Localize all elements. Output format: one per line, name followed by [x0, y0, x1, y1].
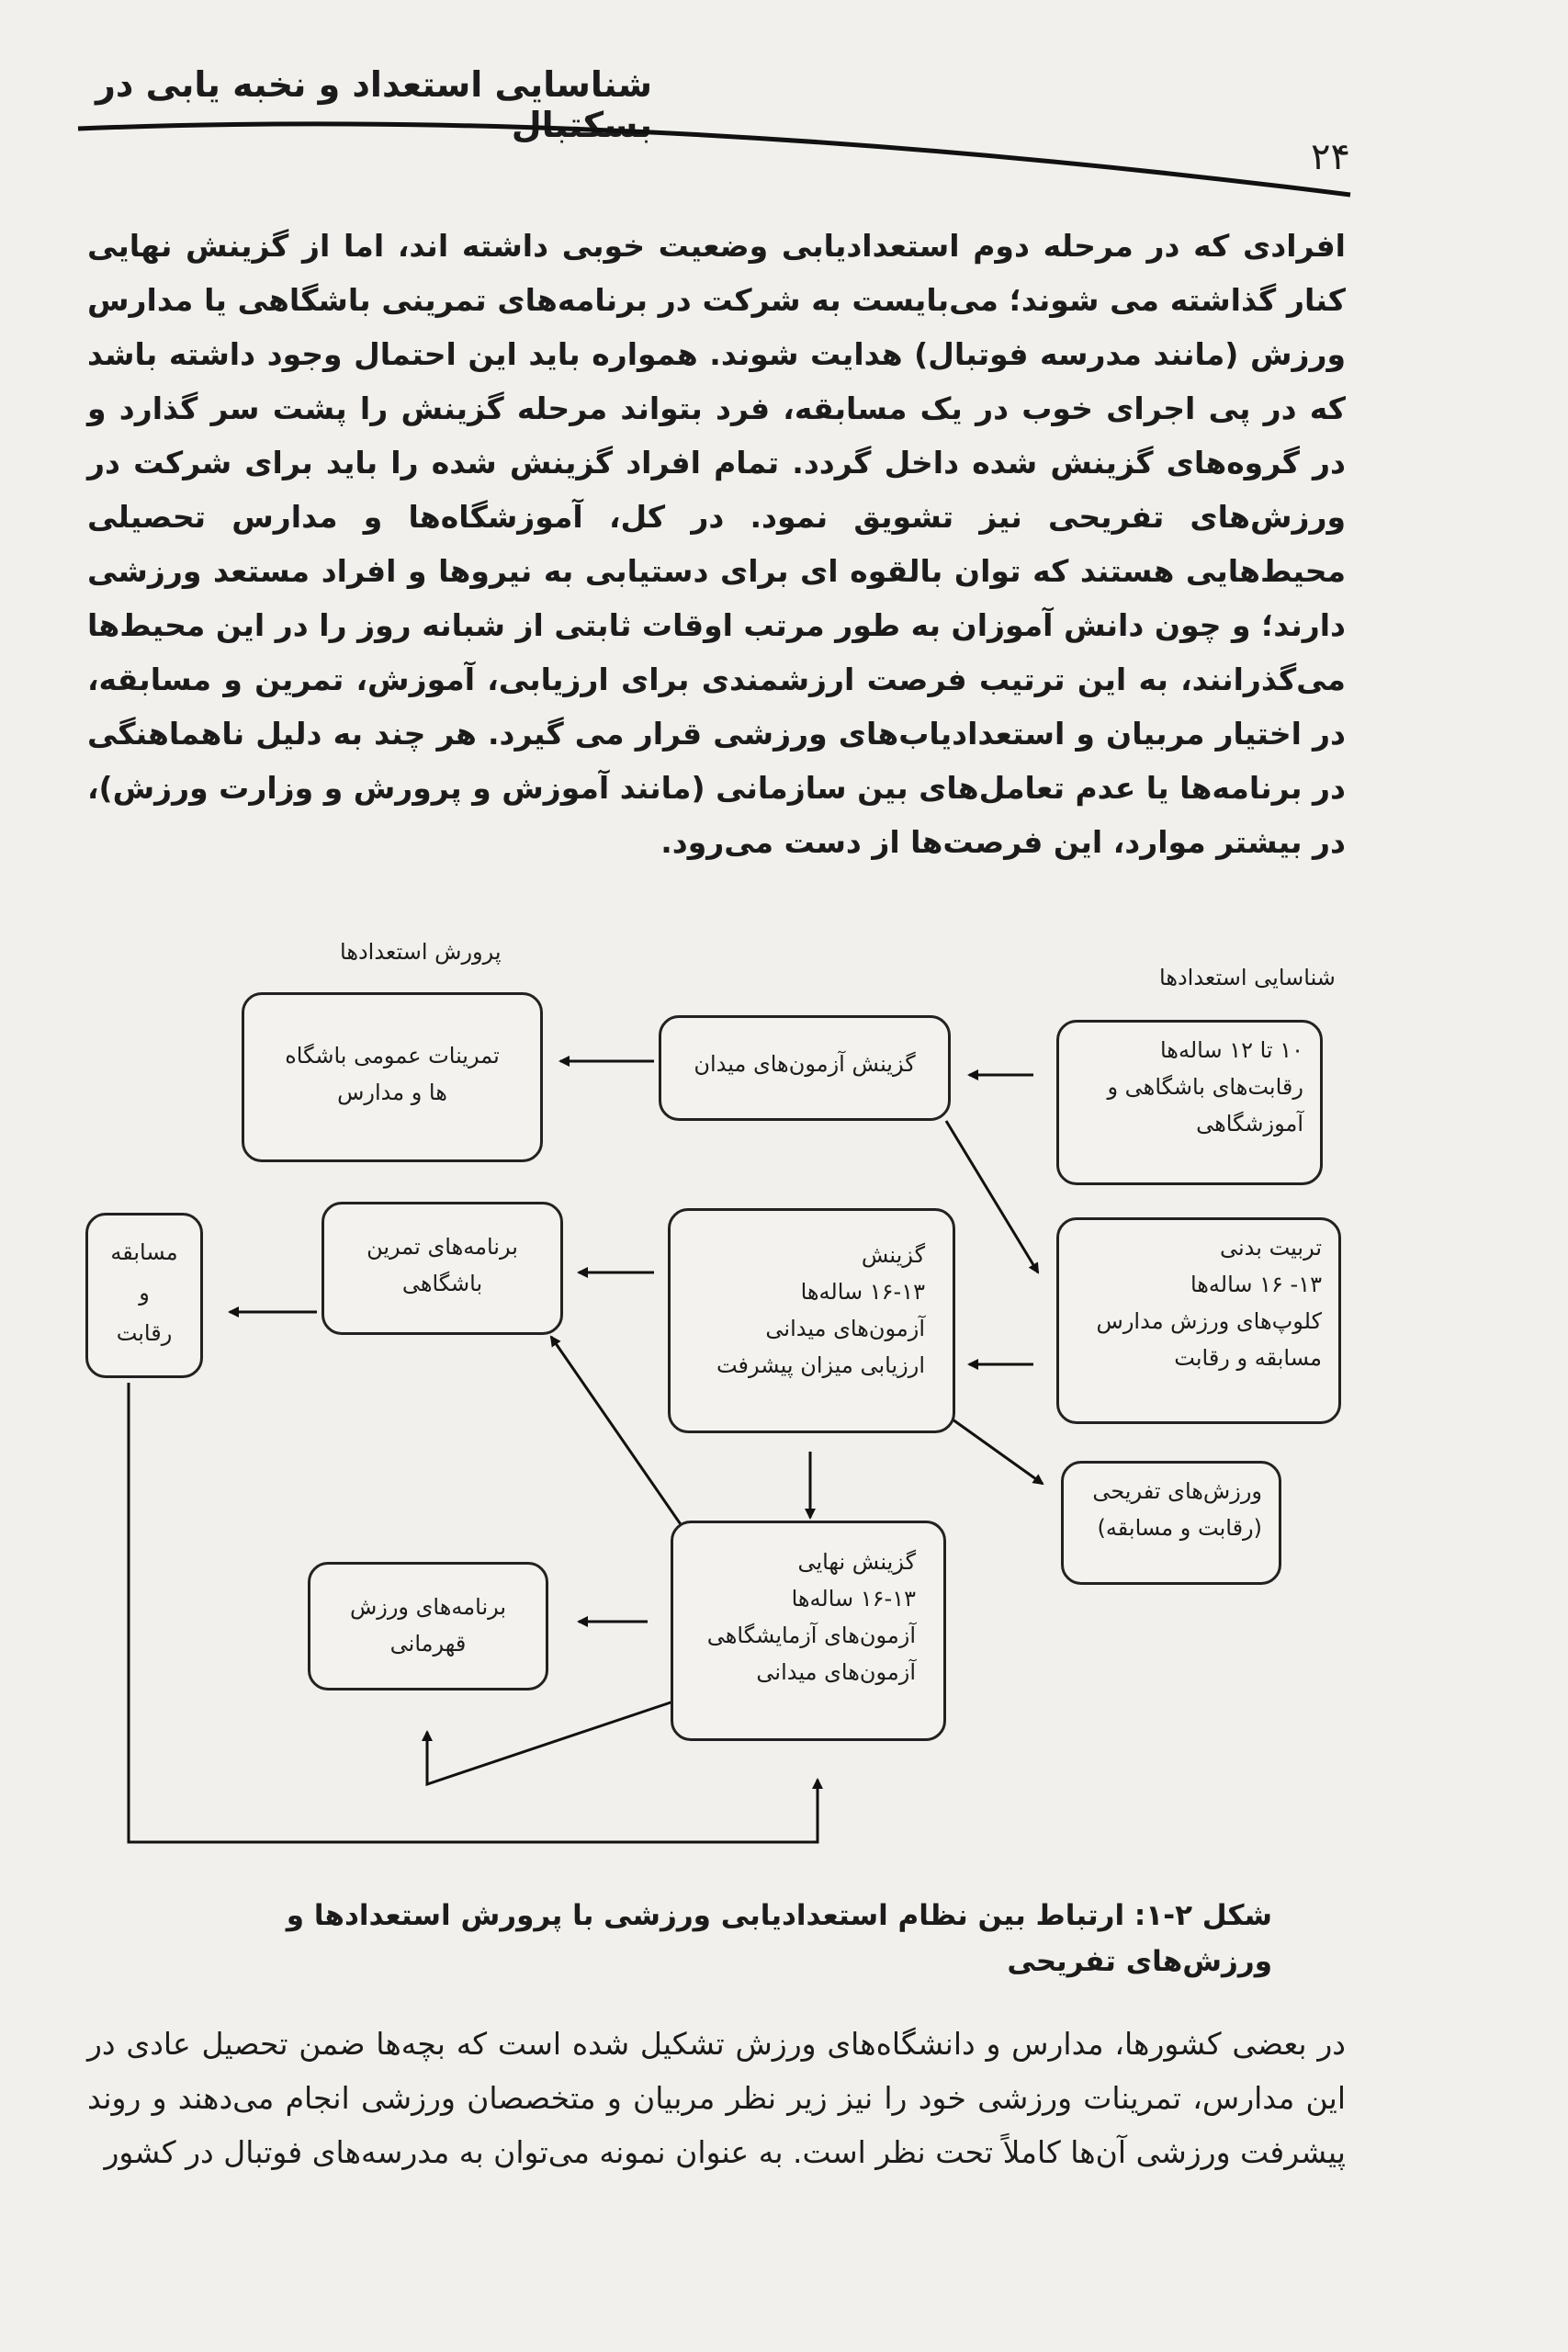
- box-field-test-selection: گزینش آزمون‌های میدان: [659, 1015, 951, 1121]
- box-physical-education: تربیت بدنی ۱۳- ۱۶ ساله‌ها کلوپ‌های ورزش مدارس مسابقه و رقابت: [1056, 1217, 1341, 1424]
- figure-caption: [156, 1893, 1272, 1984]
- box-club-training: برنامه‌های تمرین باشگاهی: [321, 1202, 563, 1335]
- left-column-label: پرورش استعدادها: [340, 939, 502, 965]
- paragraph-bottom: در بعضی کشورها، مدارس و دانشگاه‌های ورزش تشکیل شده است که بچه‌ها ضمن تحصیل عادی در این مدارس، تمرینات ورزشی خود را نیز زیر نظر مربیان و متخصصان ورزشی انجام می‌دهند و روند پیشرفت ورزشی آن‌ها کاملاً تحت نظر است. به عنوان نمونه می‌توان به مدرسه‌های فوتبال در کشور: [87, 2026, 1346, 2170]
- box-ages-10-12: ۱۰ تا ۱۲ ساله‌ها رقابت‌های باشگاهی و آموزشگاهی: [1056, 1020, 1323, 1185]
- running-title: شناسایی استعداد و نخبه یابی در بسکتبال: [96, 64, 652, 145]
- page-number: ۲۴: [1311, 136, 1350, 178]
- box-general-training: تمرینات عمومی باشگاه ها و مدارس: [242, 992, 543, 1162]
- box-championship: برنامه‌های ورزش قهرمانی: [308, 1562, 548, 1690]
- caption-text: شکل ۲-۱: ارتباط بین نظام استعدادیابی ورزشی با پرورش استعدادها و ورزش‌های تفریحی: [286, 1899, 1272, 1978]
- box-recreational-sports: ورزش‌های تفریحی (رقابت و مسابقه): [1061, 1461, 1281, 1585]
- box-final-selection: گزینش نهایی ۱۶-۱۳ ساله‌ها آزمون‌های آزمایشگاهی آزمون‌های میدانی: [671, 1521, 946, 1741]
- box-competition: مسابقه و رقابت: [85, 1213, 203, 1378]
- right-column-label: شناسایی استعدادها: [1159, 965, 1336, 990]
- paragraph-top: افرادی که در مرحله دوم استعدادیابی وضعیت خوبی داشته اند، اما از گزینش نهایی کنار گذاشته می شوند؛ می‌بایست به شرکت در برنامه‌های تمرینی باشگاهی یا مدارس ورزش (مانند مدرسه فوتبال) هدایت شوند. همواره باید این احتمال وجود داشته باشد که در پی اجرای خوب در یک مسابقه، فرد بتواند مرحله گزینش را پشت سر گذارد و در گروه‌های گزینش شده داخل گردد. تمام افراد گزینش شده را باید برای شرکت در ورزش‌های تفریحی نیز تشویق نمود. در کل، آموزشگاه‌ها و مدارس تحصیلی محیط‌هایی هستند که توان بالقوه ای برای دستیابی به نیروها و افراد مستعد ورزشی دارند؛ و چون دانش آموزان به طور مرتب اوقات ثابتی از شبانه روز را در این محیط‌ها می‌گذرانند، به این ترتیب فرصت ارزشمندی برای ارزیابی، آموزش، تمرین و مسابقه، در اختیار مربیان و استعدادیاب‌های ورزشی قرار می گیرد. هر چند به دلیل ناهماهنگی در برنامه‌ها یا عدم تعامل‌های بین سازمانی (مانند آموزش و پرورش و وزارت ورزش)، در بیشتر موارد، این فرصت‌ها از دست می‌رود.: [87, 228, 1346, 860]
- header-rule: [0, 0, 1568, 239]
- box-selection-13-16: گزینش ۱۶-۱۳ ساله‌ها آزمون‌های میدانی ارزیابی میزان پیشرفت: [668, 1208, 955, 1433]
